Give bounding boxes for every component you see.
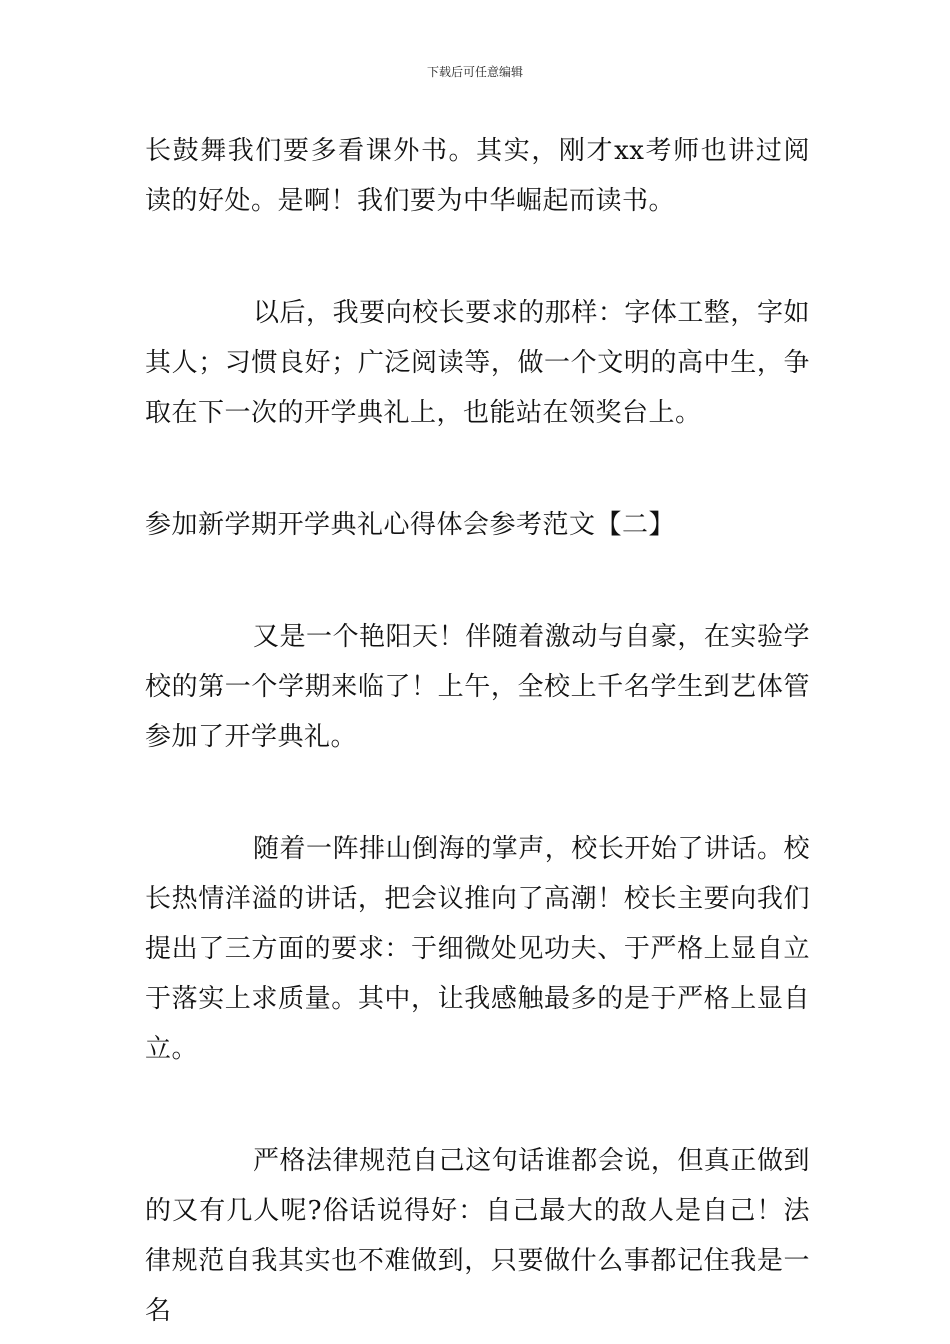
section-heading: 参加新学期开学典礼心得体会参考范文【二】 — [145, 510, 676, 540]
paragraph-gap — [145, 550, 810, 612]
paragraph-gap — [145, 762, 810, 824]
paragraph-gap — [145, 1074, 810, 1136]
paragraph: 又是一个艳阳天！伴随着激动与自豪，在实验学校的第一个学期来临了！上午，全校上千名学生到艺体管参加了开学典礼。 — [145, 622, 810, 752]
paragraph-continuation: 长鼓舞我们要多看课外书。其实，刚才xx考师也讲过阅读的好处。是啊！我们要为中华崛起而读书。 — [145, 136, 810, 216]
paragraph: 随着一阵排山倒海的掌声，校长开始了讲话。校长热情洋溢的讲话，把会议推向了高潮！校长主要向我们提出了三方面的要求：于细微处见功夫、于严格上显自立于落实上求质量。其中，让我感触最多的是于严格上显自立。 — [145, 834, 810, 1064]
paragraph-gap — [145, 226, 810, 288]
paragraph: 以后，我要向校长要求的那样：字体工整，字如其人；习惯良好；广泛阅读等，做一个文明的高中生，争取在下一次的开学典礼上，也能站在领奖台上。 — [145, 298, 810, 428]
paragraph-gap — [145, 438, 810, 500]
page-header: 下载后可任意编辑 — [426, 65, 523, 79]
paragraph: 严格法律规范自己这句话谁都会说，但真正做到的又有几人呢?俗话说得好：自己最大的敌人是自己！法律规范自我其实也不难做到，只要做什么事都记住我是一名 — [145, 1146, 810, 1326]
document-body — [145, 126, 810, 1336]
